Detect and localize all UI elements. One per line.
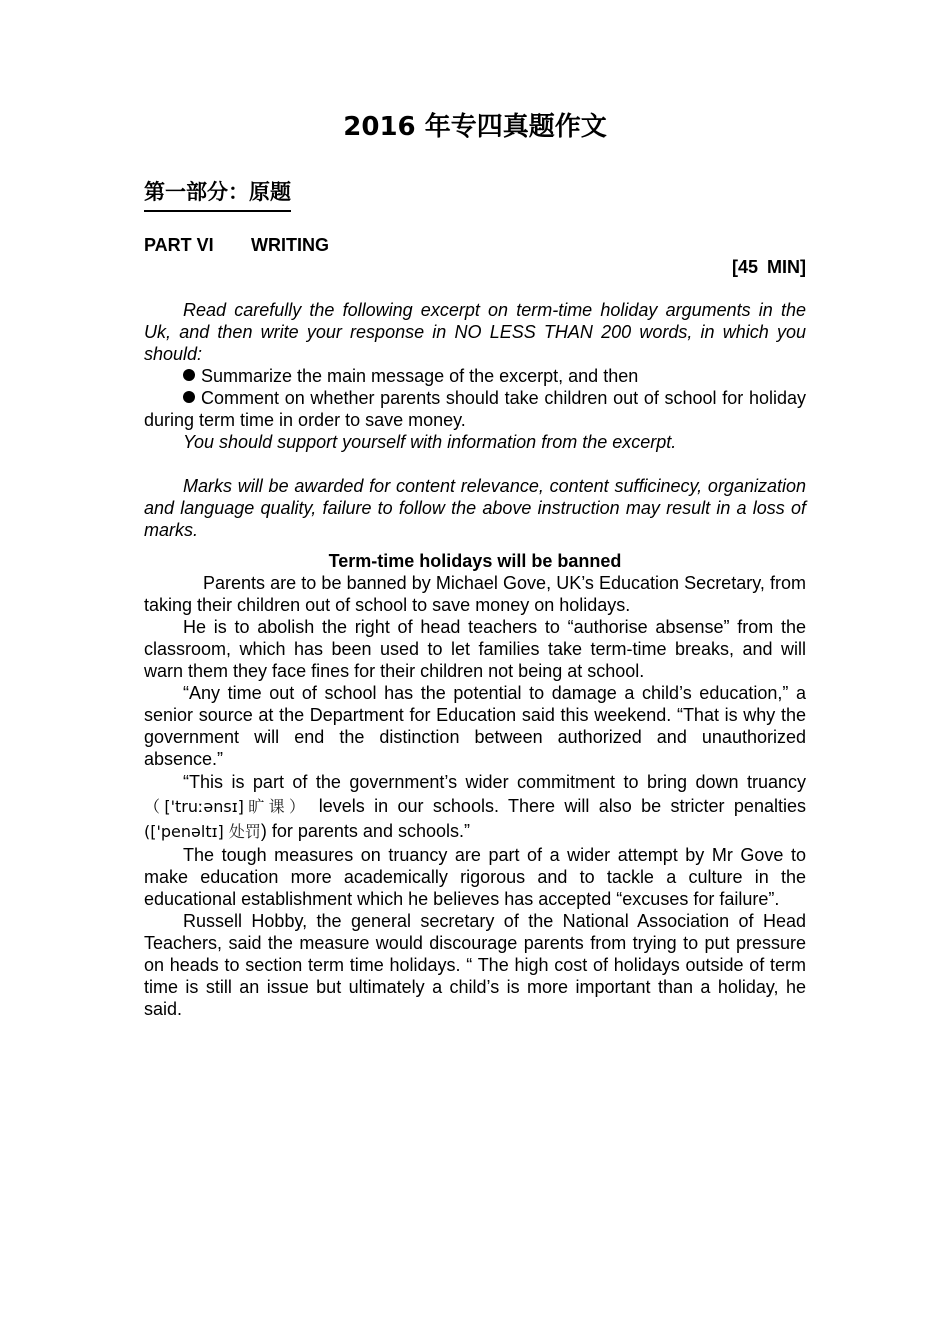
article-paragraph-3: “Any time out of school has the potential to damage a child’s education,” a senior source at the Department for Education said this weekend. “That is why the government will end the distinction between authorized and unauthorized absence.” — [144, 683, 806, 769]
part-name: WRITING — [251, 235, 329, 255]
spacer — [144, 453, 806, 475]
time-limit: [45 MIN] — [731, 257, 806, 277]
chinese-gloss: 处罚 — [223, 822, 261, 841]
pronunciation-gloss: (['penəltɪ] — [144, 822, 224, 841]
bullet-text: Comment on whether parents should take children out of school for holiday during term time in order to save money. — [144, 388, 806, 430]
article-paragraph-5: The tough measures on truancy are part of a wider attempt by Mr Gove to make education more academically rigorous and to tackle a culture in the educational establishment which he believes has accepted “excuses for failure”. — [144, 845, 806, 909]
bullet-dot-icon — [183, 369, 195, 381]
instruction-bullet-1 — [144, 365, 806, 387]
article-paragraph-4 — [144, 770, 806, 844]
article-paragraph-2: He is to abolish the right of head teachers to “authorise absense” from the classroom, which has been used to let families take term-time breaks, and will warn them they face fines for their children not being at school. — [144, 617, 806, 681]
part-label: PART VI — [144, 235, 214, 255]
paragraph-text: “This is part of the government’s wider commitment to bring down truancy — [183, 772, 806, 792]
document-title: 2016 年专四真题作文 — [343, 112, 607, 142]
instruction-bullet-2 — [144, 387, 806, 431]
instructions-marks: Marks will be awarded for content relevance, content sufficinecy, organization and language quality, failure to follow the above instruction may result in a loss of marks. — [144, 476, 806, 540]
article-paragraph-6: Russell Hobby, the general secretary of the National Association of Head Teachers, said the measure would discourage parents from trying to put pressure on heads to section term time holidays. “ The high cost of holidays outside of term time is still an issue but ultimately a child’s is more important than a holiday, he said. — [144, 911, 806, 1019]
chinese-gloss: 旷课） — [243, 797, 310, 816]
paragraph-text: ) for parents and schools.” — [260, 821, 470, 841]
pronunciation-gloss: （['truːənsɪ] — [144, 797, 244, 816]
instructions-support: You should support yourself with information from the excerpt. — [183, 432, 677, 452]
article-title: Term-time holidays will be banned — [328, 551, 622, 571]
article-paragraph-1: Parents are to be banned by Michael Gove, UK’s Education Secretary, from taking their children out of school to save money on holidays. — [144, 573, 806, 615]
paragraph-text: levels in our schools. There will also be stricter penalties — [309, 796, 806, 816]
bullet-dot-icon — [183, 391, 195, 403]
part-header — [144, 234, 329, 256]
section-heading: 第一部分：原题 — [144, 178, 291, 212]
instructions-intro: Read carefully the following excerpt on term-time holiday arguments in the Uk, and then write your response in NO LESS THAN 200 words, in which you should: — [144, 300, 806, 364]
bullet-text: Summarize the main message of the excerpt, and then — [201, 366, 639, 386]
document-body — [144, 299, 806, 1020]
